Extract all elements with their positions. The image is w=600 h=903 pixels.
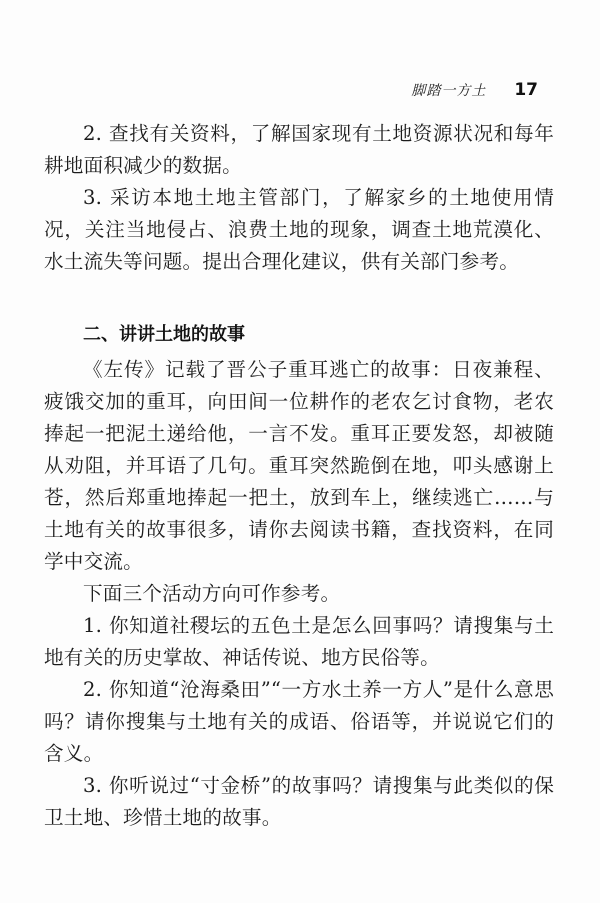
- body-text: [44, 118, 554, 834]
- section-heading: 二、讲讲土地的故事: [83, 324, 245, 345]
- direction-item-2: 2. 你知道“沧海桑田”“一方水土养一方人”是什么意思吗？请你搜集与土地有关的成语、俗语等，并说说它们的含义。: [44, 678, 554, 765]
- story-paragraph: 《左传》记载了晋公子重耳逃亡的故事：日夜兼程、疲饿交加的重耳，向田间一位耕作的老农乞讨食物，老农捧起一把泥土递给他，一言不发。重耳正要发怒，却被随从劝阻，并耳语了几句。重耳突然跪倒在地，叩头感谢上苍，然后郑重地捧起一把土，放到车上，继续逃亡……与土地有关的故事很多，请你去阅读书籍，查找资料，在同学中交流。: [44, 358, 554, 573]
- running-header: [411, 80, 538, 100]
- activity-item-2: 2. 查找有关资料，了解国家现有土地资源状况和每年耕地面积减少的数据。: [44, 122, 554, 177]
- direction-item-3: 3. 你听说过“寸金桥”的故事吗？请搜集与此类似的保卫土地、珍惜土地的故事。: [44, 774, 554, 829]
- page-number: 17: [514, 80, 538, 100]
- running-title: 脚踏一方土: [411, 83, 487, 99]
- activity-item-3: 3. 采访本地土地主管部门，了解家乡的土地使用情况，关注当地侵占、浪费土地的现象，调查土地荒漠化、水土流失等问题。提出合理化建议，供有关部门参考。: [44, 186, 554, 273]
- direction-item-1: 1. 你知道社稷坛的五色土是怎么回事吗？请搜集与土地有关的历史掌故、神话传说、地方民俗等。: [44, 614, 554, 669]
- lead-paragraph: 下面三个活动方向可作参考。: [83, 582, 341, 605]
